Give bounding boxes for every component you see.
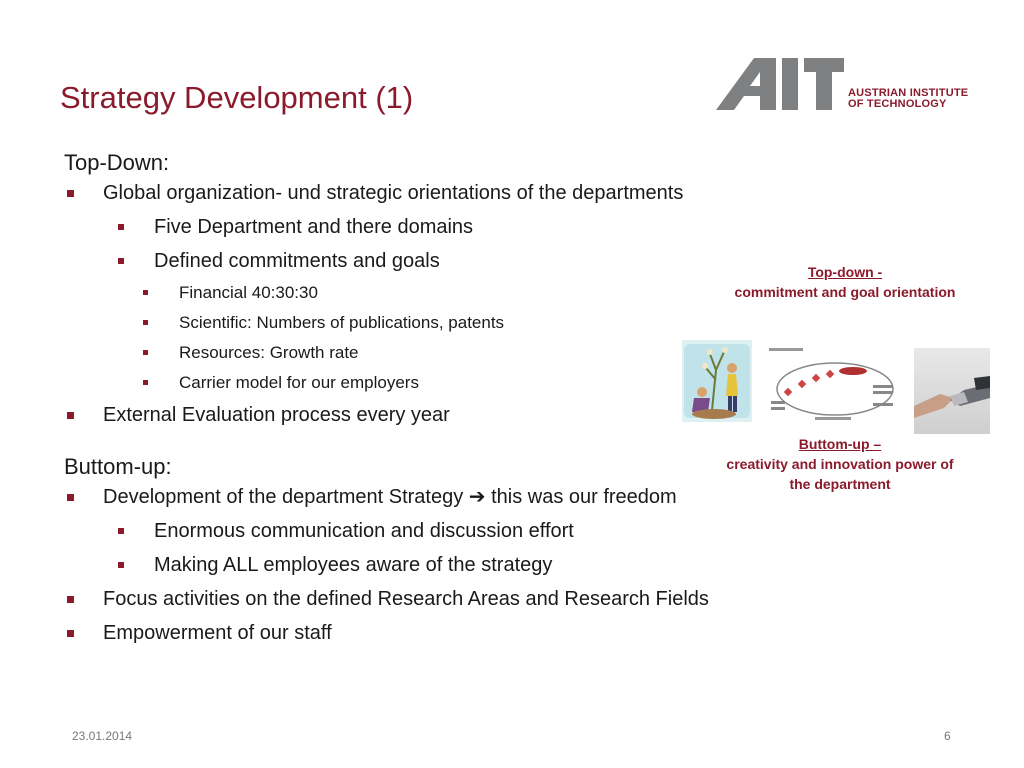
bottom-up-list	[64, 480, 884, 650]
ait-logo	[714, 56, 970, 112]
bottom-up-caption	[690, 434, 990, 494]
footer-date: 23.01.2014	[72, 729, 133, 743]
bullet-icon	[67, 630, 74, 637]
list-item-text: Financial 40:30:30	[179, 283, 318, 302]
bullet-icon	[143, 380, 148, 385]
list-item-text: Focus activities on the defined Research Areas and Research Fields	[103, 588, 709, 610]
top-down-caption	[700, 262, 990, 302]
bullet-icon	[67, 412, 74, 419]
bullet-icon	[67, 596, 74, 603]
planting-illustration-icon	[682, 340, 752, 422]
list-item-text: Enormous communication and discussion effort	[154, 520, 574, 542]
bullet-icon	[143, 320, 148, 325]
bullet-icon	[118, 528, 124, 534]
bottom-up-caption-line-2: the department	[789, 476, 891, 492]
list-item-text: External Evaluation process every year	[103, 404, 450, 426]
top-down-list	[64, 176, 884, 432]
bullet-icon	[143, 290, 148, 295]
list-item-text: Empowerment of our staff	[103, 622, 332, 644]
list-item	[64, 308, 884, 338]
bottom-up-caption-title: Buttom-up –	[798, 436, 882, 452]
bullet-icon	[118, 224, 124, 230]
list-item	[64, 582, 884, 616]
list-item	[64, 368, 884, 398]
list-item	[64, 616, 884, 650]
list-item	[64, 398, 884, 432]
page-title: Strategy Development (1)	[60, 80, 414, 115]
bottom-up-heading: Buttom-up:	[64, 454, 172, 479]
list-item	[64, 176, 884, 210]
top-down-caption-subtitle: commitment and goal orientation	[734, 284, 956, 300]
bullet-icon	[118, 258, 124, 264]
bullet-icon	[67, 494, 74, 501]
list-item-text: Scientific: Numbers of publications, patents	[179, 313, 505, 332]
page-number: 6	[944, 729, 951, 743]
list-item	[64, 548, 884, 582]
bullet-icon	[118, 562, 124, 568]
logo-line-1: AUSTRIAN INSTITUTE	[848, 87, 969, 99]
handshake-photo-icon	[914, 348, 990, 434]
bottom-up-caption-line-1: creativity and innovation power of	[726, 456, 954, 472]
list-item	[64, 210, 884, 244]
bullet-icon	[143, 350, 148, 355]
list-item-text: Five Department and there domains	[154, 216, 474, 238]
bullet-icon	[67, 190, 74, 197]
list-item	[64, 338, 884, 368]
project-lifecycle-diagram-icon	[765, 345, 903, 425]
slide-body	[64, 150, 884, 650]
list-item-text: Global organization- und strategic orientations of the departments	[103, 182, 684, 204]
list-item-text: Making ALL employees aware of the strategy	[154, 554, 553, 576]
list-item-text: Defined commitments and goals	[154, 250, 440, 272]
top-down-heading: Top-Down:	[64, 150, 170, 175]
logo-wordmark	[848, 88, 968, 110]
list-item	[64, 514, 884, 548]
top-down-caption-title: Top-down -	[807, 264, 883, 280]
list-item-text: Resources: Growth rate	[179, 343, 359, 362]
list-item-text: Development of the department Strategy ➔ this was our freedom	[103, 486, 677, 508]
ait-logo-mark-icon	[714, 56, 846, 112]
logo-line-2: OF TECHNOLOGY	[848, 98, 947, 110]
list-item-text: Carrier model for our employers	[179, 373, 419, 392]
